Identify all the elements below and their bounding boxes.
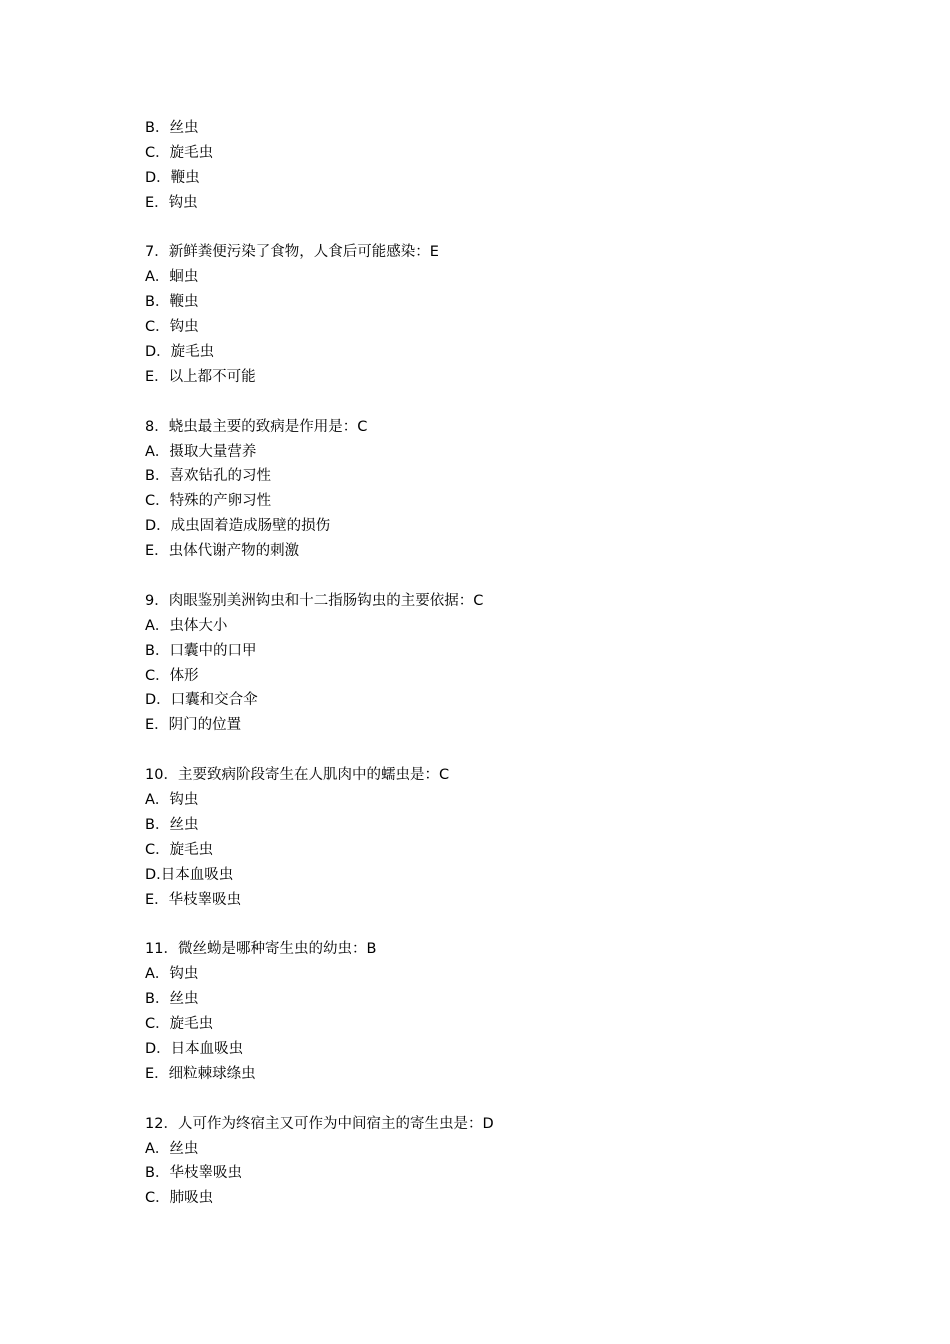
question-text: 7．新鲜粪便污染了食物，人食后可能感染：E (145, 244, 439, 261)
answer-option: D．日本血吸虫 (145, 1040, 244, 1057)
question-spacer (145, 1087, 845, 1112)
question-spacer (145, 564, 845, 589)
question-text: 10．主要致病阶段寄生在人肌肉中的蠕虫是：C (145, 767, 450, 784)
question-text: 8．蛲虫最主要的致病是作用是：C (145, 418, 368, 435)
answer-option: E．虫体代谢产物的刺激 (145, 543, 300, 560)
answer-option: E．华枝睾吸虫 (145, 891, 242, 908)
answer-option: E．细粒棘球绦虫 (145, 1065, 256, 1082)
question-list (145, 116, 845, 1211)
answer-option: C．体形 (145, 667, 199, 684)
answer-option: A．钩虫 (145, 966, 199, 983)
answer-option: D.日本血吸虫 (145, 866, 234, 883)
question-text: 12．人可作为终宿主又可作为中间宿主的寄生虫是：D (145, 1115, 494, 1132)
answer-option: E．阴门的位置 (145, 717, 242, 734)
answer-option: D．成虫固着造成肠壁的损伤 (145, 518, 331, 535)
question-spacer (145, 216, 845, 241)
answer-option: B．丝虫 (145, 120, 199, 136)
answer-option: B．鞭虫 (145, 294, 199, 311)
answer-option: A．钩虫 (145, 792, 199, 809)
answer-option: A．虫体大小 (145, 617, 228, 634)
answer-option: B．丝虫 (145, 991, 199, 1008)
answer-option: A．摄取大量营养 (145, 443, 257, 460)
answer-option: B．喜欢钻孔的习性 (145, 468, 271, 485)
question-text: 11．微丝蚴是哪种寄生虫的幼虫：B (145, 941, 377, 958)
answer-option: B．华枝睾吸虫 (145, 1165, 242, 1182)
answer-option: C．旋毛虫 (145, 1016, 214, 1033)
question-spacer (145, 390, 845, 415)
answer-option: E．以上都不可能 (145, 368, 256, 385)
answer-option: C．旋毛虫 (145, 841, 214, 858)
answer-option: B．丝虫 (145, 816, 199, 833)
answer-option: A．丝虫 (145, 1140, 199, 1157)
question-spacer (145, 913, 845, 938)
answer-option: D．鞭虫 (145, 169, 200, 186)
answer-option: C．特殊的产卵习性 (145, 493, 272, 510)
question-text: 9．肉眼鉴别美洲钩虫和十二指肠钩虫的主要依据：C (145, 592, 484, 609)
answer-option: E．钩虫 (145, 194, 198, 211)
answer-option: B．口囊中的口甲 (145, 642, 257, 659)
question-spacer (145, 738, 845, 763)
answer-option: D．口囊和交合伞 (145, 692, 258, 709)
answer-option: C．旋毛虫 (145, 144, 214, 161)
answer-option: C．钩虫 (145, 319, 199, 336)
answer-option: C．肺吸虫 (145, 1190, 214, 1207)
answer-option: A．蛔虫 (145, 269, 199, 286)
answer-option: D．旋毛虫 (145, 344, 215, 361)
